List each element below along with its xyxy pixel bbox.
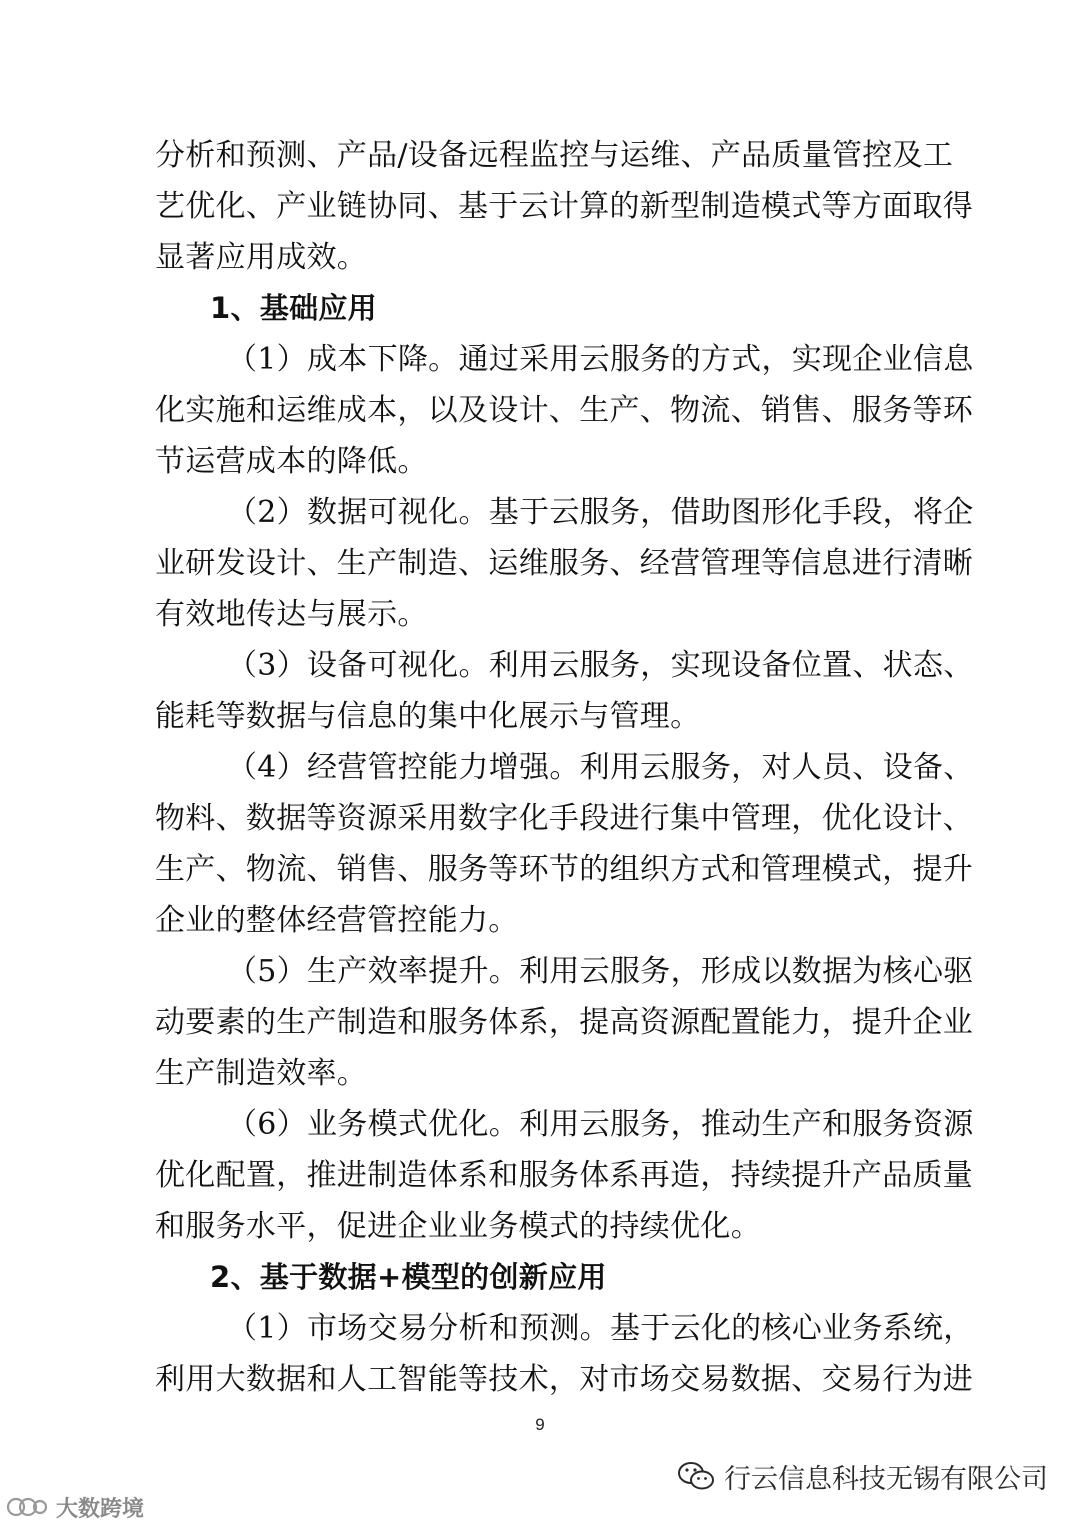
page-number: 9 [535, 1415, 545, 1434]
section-heading: 2、基于数据+模型的创新应用 [210, 1260, 607, 1294]
text-line: 能耗等数据与信息的集中化展示与管理。 [155, 699, 701, 734]
text-line: 生产、物流、销售、服务等环节的组织方式和管理模式，提升 [155, 852, 974, 887]
wechat-watermark [676, 1456, 1048, 1496]
paragraph-start-line: （1）市场交易分析和预测。基于云化的核心业务系统， [227, 1311, 974, 1346]
paragraph-start-line: （3）设备可视化。利用云服务，实现设备位置、状态、 [227, 648, 974, 683]
text-line: 节运营成本的降低。 [155, 444, 428, 479]
text-line: 企业的整体经营管控能力。 [155, 903, 519, 938]
text-line: 动要素的生产制造和服务体系，提高资源配置能力，提升企业 [155, 1005, 974, 1040]
text-line: 利用大数据和人工智能等技术，对市场交易数据、交易行为进 [155, 1362, 974, 1397]
paragraph-start-line: （5）生产效率提升。利用云服务，形成以数据为核心驱 [227, 954, 974, 989]
paragraph-start-line: （1）成本下降。通过采用云服务的方式，实现企业信息 [227, 342, 974, 377]
text-line: 物料、数据等资源采用数字化手段进行集中管理，优化设计、 [155, 801, 974, 836]
paragraph-start-line: （4）经营管控能力增强。利用云服务，对人员、设备、 [227, 750, 974, 785]
text-line: 分析和预测、产品/设备远程监控与运维、产品质量管控及工 [155, 138, 954, 173]
text-line: 艺优化、产业链协同、基于云计算的新型制造模式等方面取得 [155, 189, 974, 224]
paragraph-start-line: （2）数据可视化。基于云服务，借助图形化手段，将企 [227, 495, 974, 530]
text-line: 和服务水平，促进企业业务模式的持续优化。 [155, 1209, 761, 1244]
body-text [155, 130, 974, 1405]
site-watermark [6, 1492, 144, 1522]
text-line: 化实施和运维成本，以及设计、生产、物流、销售、服务等环 [155, 393, 974, 428]
wechat-icon [676, 1460, 716, 1492]
text-line: 业研发设计、生产制造、运维服务、经营管理等信息进行清晰 [155, 546, 974, 581]
paragraph-start-line: （6）业务模式优化。利用云服务，推动生产和服务资源 [227, 1107, 974, 1142]
site-logo-text: 大数跨境 [56, 1496, 145, 1522]
section-heading: 1、基础应用 [210, 291, 377, 325]
wechat-account-name: 行云信息科技无锡有限公司 [724, 1463, 1048, 1495]
text-line: 有效地传达与展示。 [155, 597, 428, 632]
chat-bubble-icon [6, 1494, 50, 1520]
text-line: 生产制造效率。 [155, 1056, 368, 1091]
text-line: 显著应用成效。 [155, 240, 368, 275]
text-line: 优化配置，推进制造体系和服务体系再造，持续提升产品质量 [155, 1158, 974, 1193]
